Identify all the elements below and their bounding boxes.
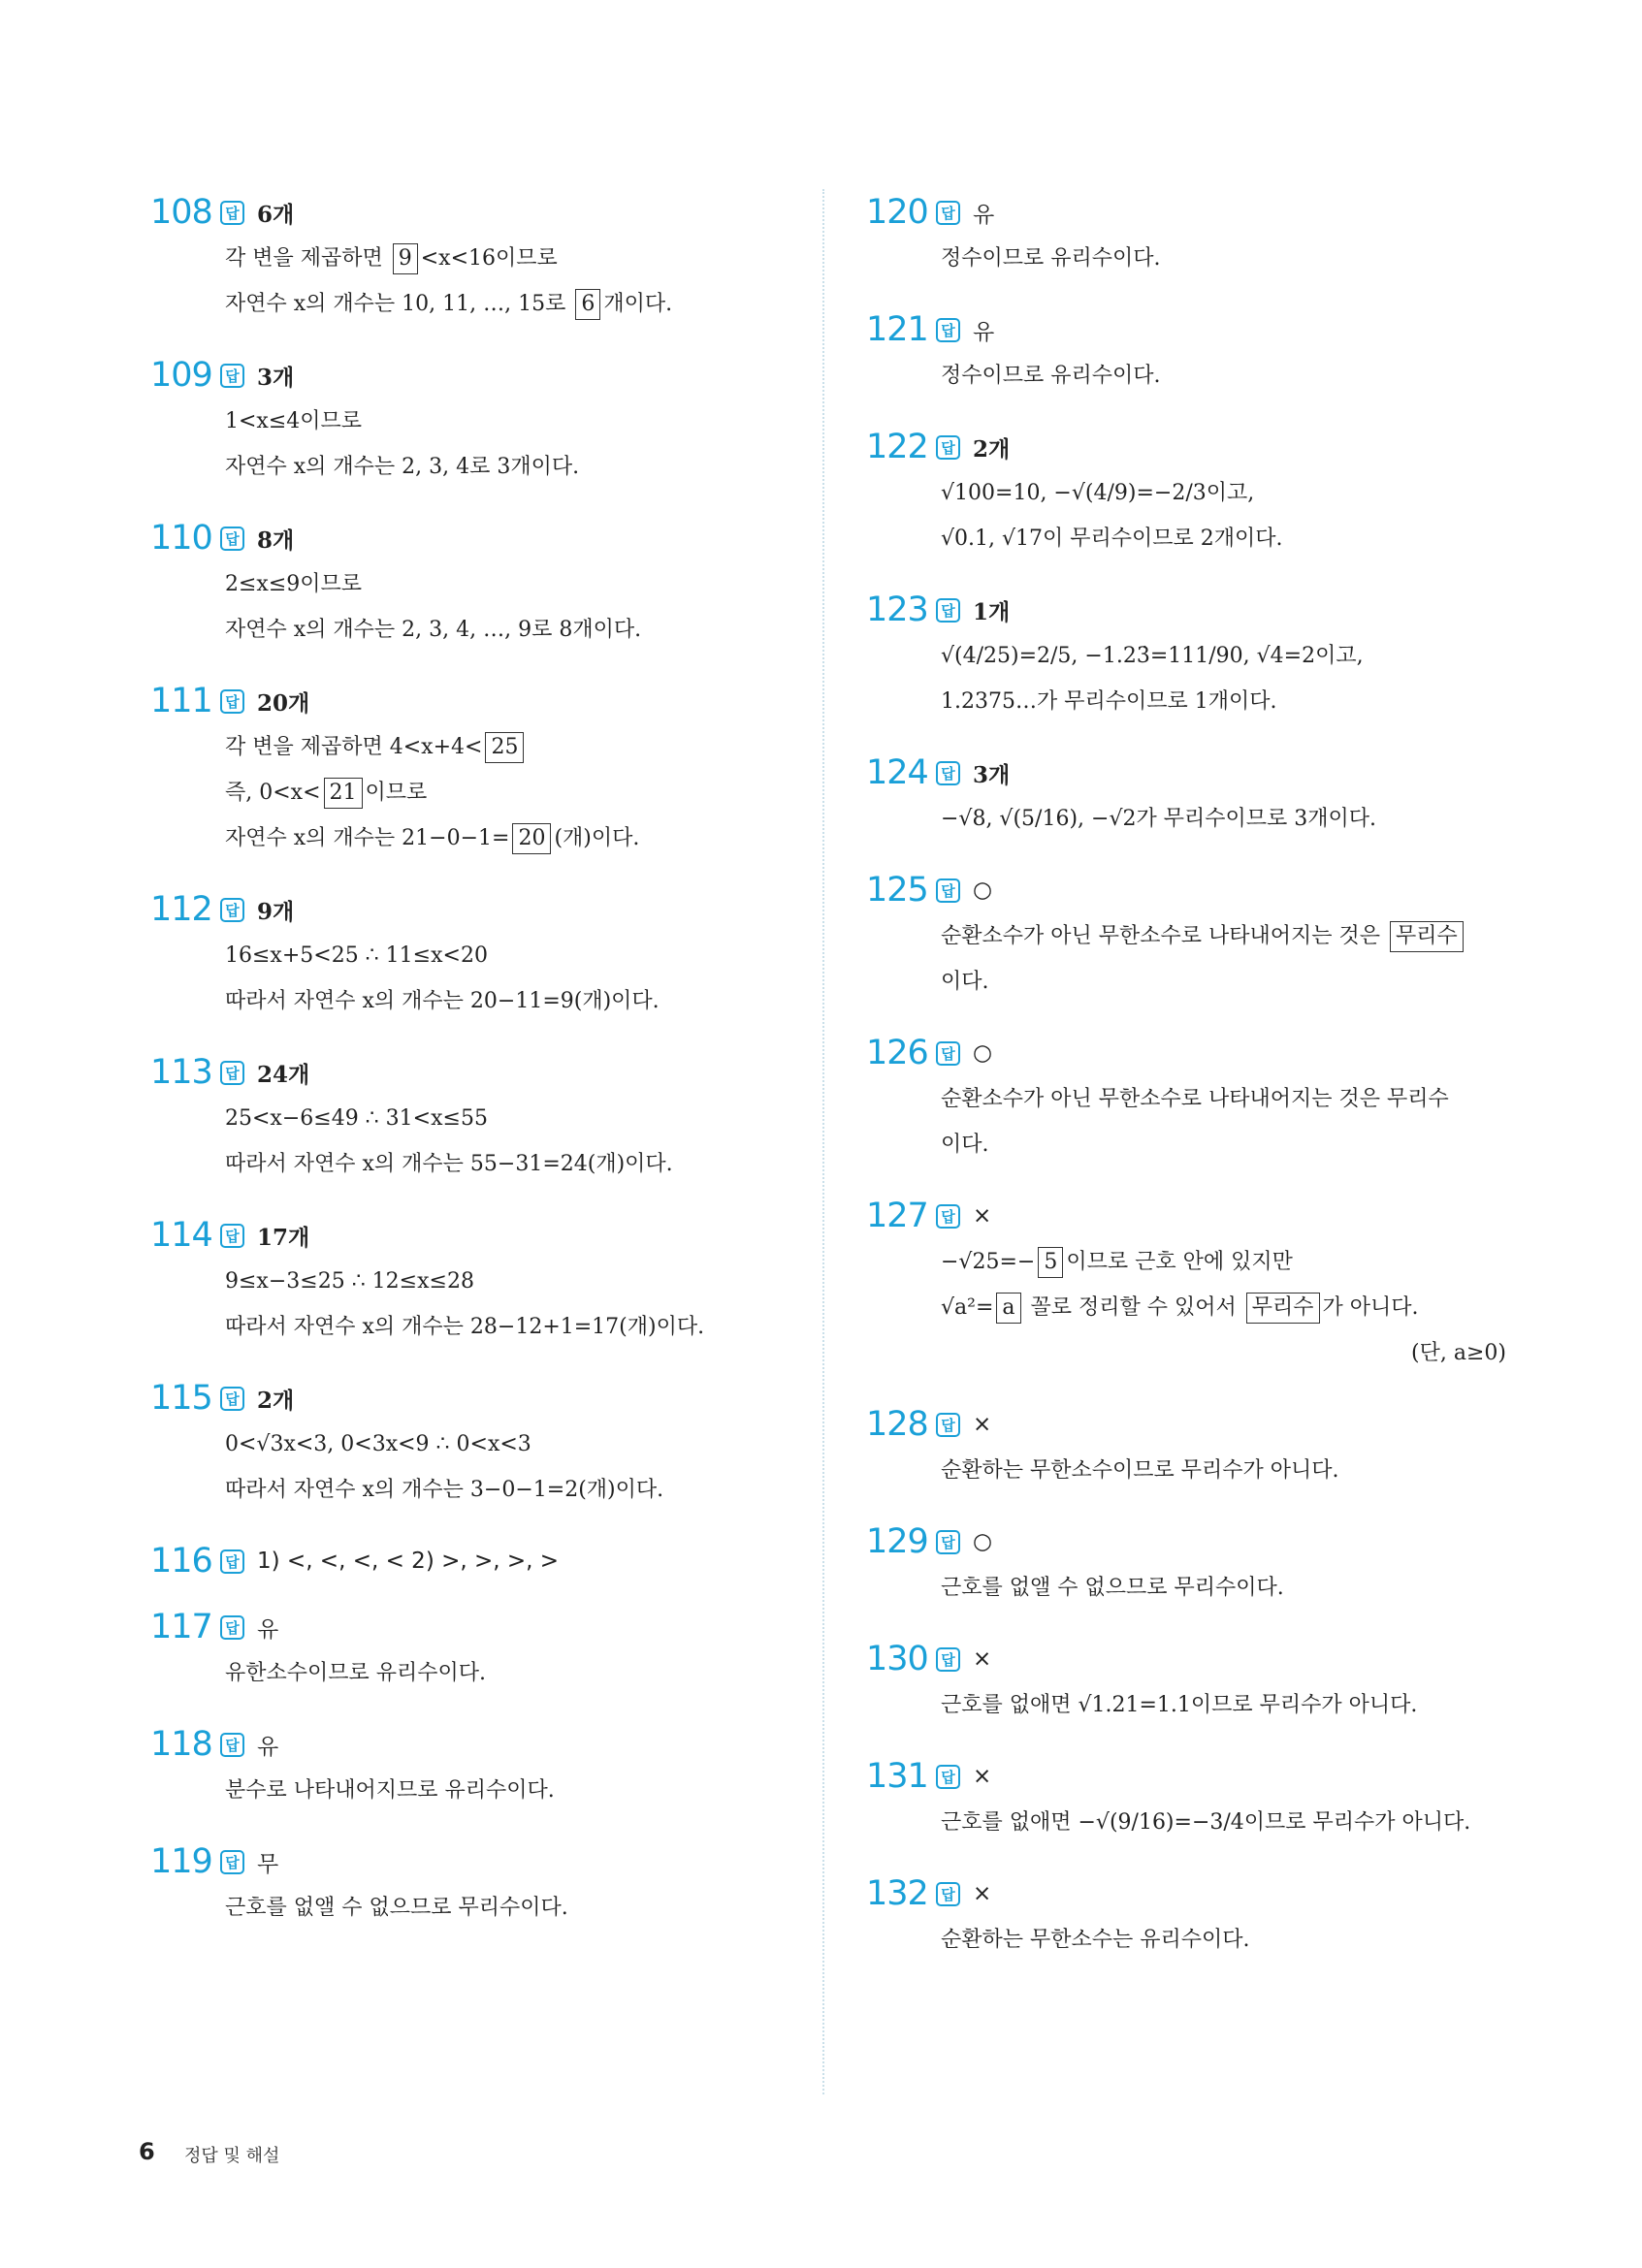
solution-line (225, 1467, 790, 1513)
solution-text: 2≤x≤9이므로 (225, 572, 363, 596)
answer-text: 2개 (973, 435, 1011, 463)
answer-badge-icon: 답 (936, 1765, 960, 1789)
boxed-answer: a (996, 1293, 1020, 1324)
problem-header (150, 189, 790, 236)
answer-text: 유 (257, 1616, 279, 1643)
solution-text: √a²= (941, 1295, 994, 1320)
solution-line (941, 1682, 1506, 1728)
solution-lines (866, 1917, 1506, 1963)
problem-number: 130 (866, 1640, 928, 1678)
boxed-answer: 무리수 (1390, 921, 1464, 952)
solution-line (225, 1650, 790, 1696)
solution-lines (150, 933, 790, 1024)
solution-line (941, 1330, 1506, 1376)
problem-number: 114 (150, 1216, 212, 1255)
answer-text: 9개 (257, 898, 295, 925)
answer-badge-icon: 답 (936, 761, 960, 785)
solution-text: 근호를 없앨 수 없으므로 무리수이다. (941, 1576, 1284, 1600)
problem-header (150, 1375, 790, 1421)
solution-line (941, 1448, 1506, 1493)
answer-badge-icon: 답 (936, 318, 960, 342)
solution-lines (150, 1096, 790, 1187)
answer-badge-icon: 답 (220, 364, 244, 388)
solution-line (941, 1076, 1506, 1122)
solution-line (941, 353, 1506, 399)
solution-text: 정수이므로 유리수이다. (941, 246, 1161, 271)
solution-line (225, 444, 790, 490)
problem-123 (866, 587, 1506, 724)
boxed-answer: 9 (393, 243, 418, 274)
solution-lines (866, 796, 1506, 842)
boxed-answer: 5 (1038, 1247, 1063, 1278)
problem-header (150, 352, 790, 399)
answer-badge-icon: 답 (936, 878, 960, 903)
problem-number: 117 (150, 1608, 212, 1646)
answer-badge-icon: 답 (220, 527, 244, 551)
solution-text: 자연수 x의 개수는 21−0−1= (225, 826, 510, 850)
solution-line (941, 913, 1506, 959)
answer-text: × (973, 1764, 992, 1789)
answer-text: 유 (257, 1734, 279, 1760)
solution-text: 분수로 나타내어지므로 유리수이다. (225, 1778, 555, 1803)
problem-header (866, 424, 1506, 470)
answer-text: 17개 (257, 1224, 310, 1251)
solution-line (941, 1565, 1506, 1611)
answer-badge-icon: 답 (936, 201, 960, 225)
solution-lines (150, 399, 790, 490)
solution-text: 9≤x−3≤25 ∴ 12≤x≤28 (225, 1269, 474, 1294)
solution-lines (150, 236, 790, 327)
solution-lines (866, 1800, 1506, 1845)
answer-badge-icon: 답 (936, 1204, 960, 1229)
solution-lines (866, 353, 1506, 399)
solution-line (941, 959, 1506, 1005)
answer-text: 1) <, <, <, < 2) >, >, >, > (257, 1549, 560, 1574)
problem-number: 110 (150, 519, 212, 558)
solution-line (225, 1259, 790, 1304)
solution-text: 이다. (941, 970, 989, 994)
solution-line (941, 796, 1506, 842)
solution-text: 근호를 없애면 −√(9/16)=−3/4이므로 무리수가 아니다. (941, 1810, 1471, 1835)
problem-header (150, 1721, 790, 1768)
problem-number: 108 (150, 193, 212, 232)
solution-line (225, 770, 790, 815)
solution-line (225, 978, 790, 1024)
solution-text: −√8, √(5/16), −√2가 무리수이므로 3개이다. (941, 807, 1376, 831)
boxed-answer: 6 (575, 289, 600, 320)
answer-badge-icon: 답 (936, 1041, 960, 1066)
problem-number: 118 (150, 1725, 212, 1764)
solution-lines (150, 1421, 790, 1513)
answer-text: 6개 (257, 201, 295, 228)
answer-text: × (973, 1881, 992, 1906)
answer-text: 1개 (973, 598, 1011, 625)
solution-text: 자연수 x의 개수는 10, 11, …, 15로 (225, 292, 573, 316)
problem-header (150, 1838, 790, 1885)
answer-text: × (973, 1203, 992, 1229)
problem-124 (866, 750, 1506, 842)
problem-number: 132 (866, 1874, 928, 1913)
problem-109 (150, 352, 790, 490)
solution-text: 각 변을 제곱하면 4<x+4< (225, 735, 483, 759)
problem-126 (866, 1030, 1506, 1167)
answer-badge-icon: 답 (220, 1615, 244, 1640)
problem-header (866, 867, 1506, 913)
solution-lines (150, 561, 790, 653)
solution-line (225, 1885, 790, 1931)
problem-header (866, 1753, 1506, 1800)
solution-text: 이므로 (365, 781, 428, 805)
solution-text: 순환소수가 아닌 무한소수로 나타내어지는 것은 (941, 924, 1388, 948)
solution-text: √0.1, √17이 무리수이므로 2개이다. (941, 527, 1283, 551)
solution-line (225, 1768, 790, 1813)
answer-badge-icon: 답 (936, 1413, 960, 1437)
solution-line (941, 1122, 1506, 1167)
answer-badge-icon: 답 (936, 1882, 960, 1906)
problem-number: 122 (866, 428, 928, 466)
solution-line (941, 236, 1506, 281)
column-divider (822, 189, 824, 2094)
boxed-answer: 무리수 (1246, 1293, 1320, 1324)
answer-text: 유 (973, 319, 995, 345)
problem-128 (866, 1401, 1506, 1493)
solution-lines (150, 1259, 790, 1350)
answer-text: 8개 (257, 527, 295, 554)
problem-130 (866, 1636, 1506, 1728)
condition-note: (단, a≥0) (1411, 1341, 1506, 1365)
page-number: 6 (139, 2138, 155, 2165)
solution-text: 유한소수이므로 유리수이다. (225, 1661, 487, 1685)
problem-number: 113 (150, 1053, 212, 1092)
problem-header (866, 1636, 1506, 1682)
solution-line (941, 516, 1506, 561)
problem-header (150, 678, 790, 724)
problem-132 (866, 1870, 1506, 1963)
left-column (150, 189, 790, 1931)
problem-header (150, 1604, 790, 1650)
problem-125 (866, 867, 1506, 1005)
problem-113 (150, 1049, 790, 1187)
problem-number: 128 (866, 1405, 928, 1444)
problem-number: 109 (150, 356, 212, 395)
problem-115 (150, 1375, 790, 1513)
solution-text: 25<x−6≤49 ∴ 31<x≤55 (225, 1106, 488, 1131)
problem-number: 111 (150, 682, 212, 720)
solution-text: (개)이다. (554, 826, 640, 850)
solution-lines (150, 724, 790, 861)
solution-text: 따라서 자연수 x의 개수는 28−12+1=17(개)이다. (225, 1315, 705, 1339)
problem-119 (150, 1838, 790, 1931)
solution-text: 따라서 자연수 x의 개수는 20−11=9(개)이다. (225, 989, 660, 1013)
solution-text: 1.2375…가 무리수이므로 1개이다. (941, 689, 1277, 714)
solution-text: √(4/25)=2/5, −1.23̇=111/90, √4=2이고, (941, 644, 1364, 668)
solution-text: 순환하는 무한소수는 유리수이다. (941, 1928, 1250, 1952)
solution-text: 가 아니다. (1322, 1295, 1419, 1320)
problem-120 (866, 189, 1506, 281)
solution-text: −√25=− (941, 1250, 1036, 1274)
answer-badge-icon: 답 (220, 1549, 244, 1574)
problem-number: 124 (866, 753, 928, 792)
solution-lines (866, 1448, 1506, 1493)
problem-number: 131 (866, 1757, 928, 1796)
problem-number: 123 (866, 591, 928, 629)
solution-line (941, 633, 1506, 679)
solution-line (225, 1304, 790, 1350)
answer-text: ○ (973, 1040, 993, 1066)
answer-text: ○ (973, 1529, 993, 1554)
problem-122 (866, 424, 1506, 561)
solution-text: 순환하는 무한소수이므로 무리수가 아니다. (941, 1458, 1339, 1483)
solution-text: <x<16이므로 (420, 246, 558, 271)
problem-116 (150, 1538, 790, 1584)
solution-text: 꼴로 정리할 수 있어서 (1023, 1295, 1243, 1320)
solution-lines (866, 236, 1506, 281)
problem-number: 121 (866, 310, 928, 349)
answer-text: × (973, 1646, 992, 1672)
solution-lines (866, 913, 1506, 1005)
solution-lines (150, 1650, 790, 1696)
solution-text: 따라서 자연수 x의 개수는 55−31=24(개)이다. (225, 1152, 673, 1176)
answer-text: 20개 (257, 689, 310, 717)
problem-header (150, 1212, 790, 1259)
solution-text: 0<√3x<3, 0<3x<9 ∴ 0<x<3 (225, 1432, 531, 1456)
solution-lines (150, 1885, 790, 1931)
problem-121 (866, 306, 1506, 399)
problem-header (866, 1870, 1506, 1917)
solution-text: 각 변을 제곱하면 (225, 246, 390, 271)
answer-badge-icon: 답 (936, 598, 960, 623)
answer-badge-icon: 답 (936, 1647, 960, 1672)
solution-line (225, 281, 790, 327)
solution-line (225, 236, 790, 281)
solution-text: 이므로 근호 안에 있지만 (1066, 1250, 1293, 1274)
problem-header (866, 1401, 1506, 1448)
problem-header (150, 1538, 790, 1584)
answer-badge-icon: 답 (936, 435, 960, 460)
solution-text: 근호를 없앨 수 없으므로 무리수이다. (225, 1896, 568, 1920)
problem-number: 126 (866, 1034, 928, 1072)
solution-lines (150, 1768, 790, 1813)
problem-131 (866, 1753, 1506, 1845)
boxed-answer: 20 (512, 823, 551, 854)
problem-129 (866, 1518, 1506, 1611)
solution-line (225, 1096, 790, 1141)
answer-badge-icon: 답 (220, 898, 244, 922)
problem-header (866, 1030, 1506, 1076)
answer-badge-icon: 답 (220, 1224, 244, 1248)
problem-110 (150, 515, 790, 653)
problem-number: 116 (150, 1542, 212, 1581)
problem-header (866, 587, 1506, 633)
solution-line (225, 1141, 790, 1187)
problem-number: 115 (150, 1379, 212, 1418)
solution-line (941, 1239, 1506, 1285)
problem-header (866, 189, 1506, 236)
answer-text: ○ (973, 878, 993, 903)
problem-117 (150, 1604, 790, 1696)
problem-118 (150, 1721, 790, 1813)
boxed-answer: 21 (324, 778, 363, 809)
solution-lines (866, 633, 1506, 724)
solution-lines (866, 1565, 1506, 1611)
answer-badge-icon: 답 (220, 1061, 244, 1085)
answer-text: 3개 (973, 761, 1011, 788)
solution-line (225, 561, 790, 607)
solution-text: 따라서 자연수 x의 개수는 3−0−1=2(개)이다. (225, 1478, 664, 1502)
problem-header (150, 515, 790, 561)
problem-number: 112 (150, 890, 212, 929)
solution-text: √100=10, −√(4/9)=−2/3이고, (941, 481, 1255, 505)
solution-line (225, 1421, 790, 1467)
problem-header (150, 886, 790, 933)
solution-text: 16≤x+5<25 ∴ 11≤x<20 (225, 943, 488, 968)
answer-text: 3개 (257, 364, 295, 391)
answer-text: 24개 (257, 1061, 310, 1088)
solution-text: 1<x≤4이므로 (225, 409, 363, 433)
problem-112 (150, 886, 790, 1024)
answer-badge-icon: 답 (220, 1733, 244, 1757)
solution-text: 순환소수가 아닌 무한소수로 나타내어지는 것은 무리수 (941, 1087, 1449, 1111)
answer-text: 2개 (257, 1387, 295, 1414)
answer-text: × (973, 1412, 992, 1437)
solution-text: 즉, 0<x< (225, 781, 321, 805)
problem-108 (150, 189, 790, 327)
solution-line (941, 1285, 1506, 1330)
problem-header (150, 1049, 790, 1096)
solution-line (225, 815, 790, 861)
solution-text: 자연수 x의 개수는 2, 3, 4, …, 9로 8개이다. (225, 618, 642, 642)
answer-badge-icon: 답 (220, 1387, 244, 1411)
solution-line (941, 470, 1506, 516)
solution-line (941, 679, 1506, 724)
solution-lines (866, 1076, 1506, 1167)
solution-lines (866, 470, 1506, 561)
solution-line (225, 607, 790, 653)
problem-number: 127 (866, 1197, 928, 1235)
problem-header (866, 306, 1506, 353)
problem-number: 129 (866, 1522, 928, 1561)
problem-header (866, 1193, 1506, 1239)
right-column (866, 189, 1506, 1963)
solution-text: 정수이므로 유리수이다. (941, 364, 1161, 388)
answer-text: 유 (973, 202, 995, 228)
problem-number: 119 (150, 1842, 212, 1881)
answer-badge-icon: 답 (220, 1850, 244, 1874)
answer-badge-icon: 답 (220, 689, 244, 714)
answer-text: 무 (257, 1851, 279, 1877)
solution-line (225, 933, 790, 978)
solution-lines (866, 1682, 1506, 1728)
solution-line (225, 724, 790, 770)
solution-text: 근호를 없애면 √1.21=1.1이므로 무리수가 아니다. (941, 1693, 1418, 1717)
answer-badge-icon: 답 (936, 1530, 960, 1554)
answer-badge-icon: 답 (220, 201, 244, 225)
boxed-answer: 25 (485, 732, 524, 763)
solution-text: 이다. (941, 1133, 989, 1157)
problem-111 (150, 678, 790, 861)
problem-number: 125 (866, 871, 928, 910)
solution-line (941, 1800, 1506, 1845)
problem-127 (866, 1193, 1506, 1376)
problem-header (866, 750, 1506, 796)
solution-lines (866, 1239, 1506, 1376)
solution-line (941, 1917, 1506, 1963)
problem-header (866, 1518, 1506, 1565)
problem-114 (150, 1212, 790, 1350)
problem-number: 120 (866, 193, 928, 232)
solution-text: 개이다. (603, 292, 673, 316)
solution-text: 자연수 x의 개수는 2, 3, 4로 3개이다. (225, 455, 580, 479)
page-label: 정답 및 해설 (184, 2146, 280, 2166)
solution-line (225, 399, 790, 444)
